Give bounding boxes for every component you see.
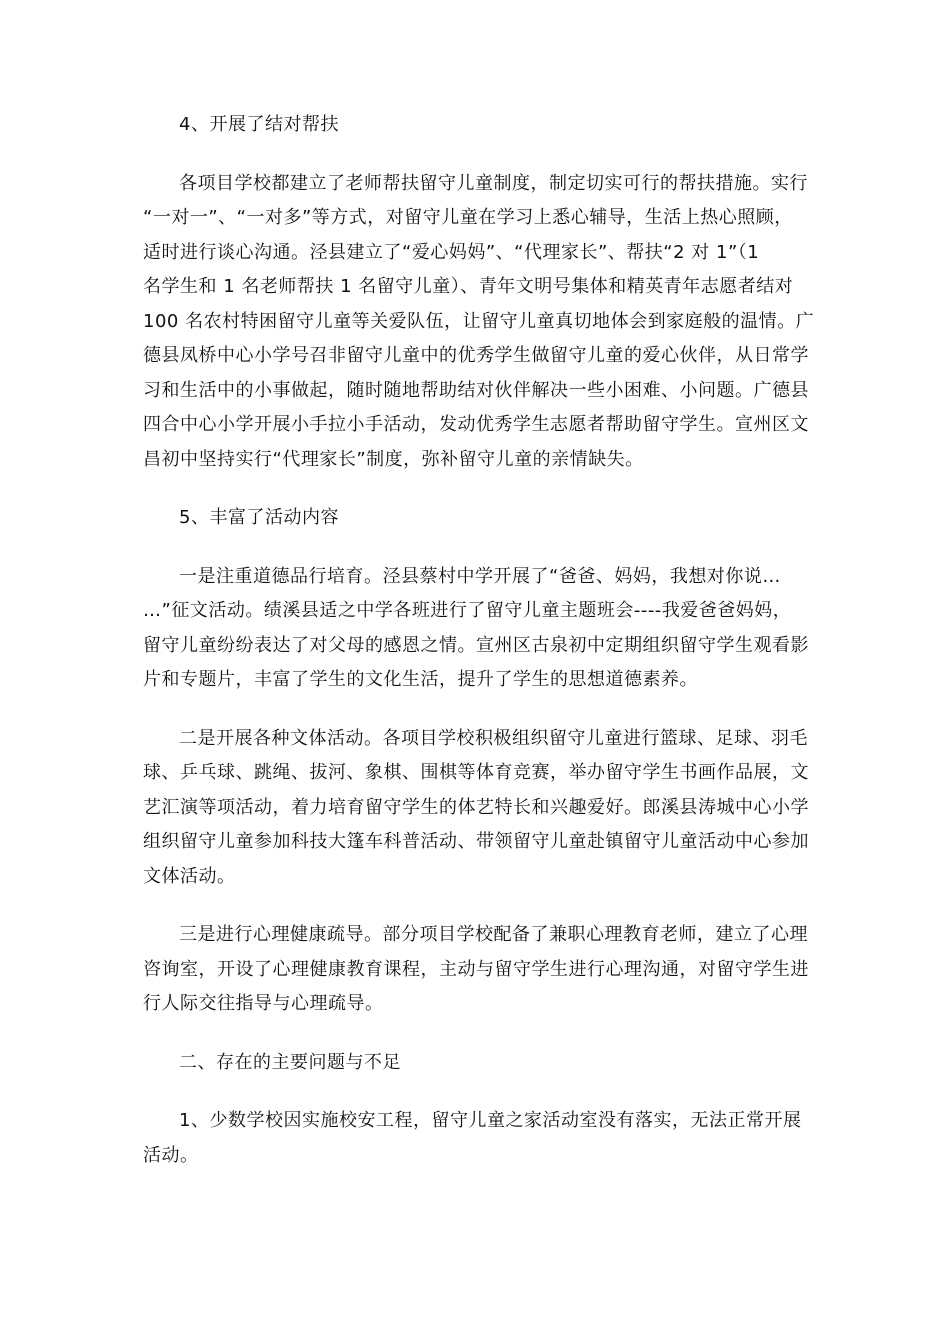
paragraph-line: 德县凤桥中心小学号召非留守儿童中的优秀学生做留守儿童的爱心伙伴，从日常学 <box>143 345 809 366</box>
paragraph-line: 活动。 <box>143 1144 199 1166</box>
paragraph-line: 组织留守儿童参加科技大篷车科普活动、带领留守儿童赴镇留守儿童活动中心参加 <box>143 831 809 852</box>
paragraph-line: 二是开展各种文体活动。各项目学校积极组织留守儿童进行篮球、足球、羽毛 <box>179 727 808 749</box>
paragraph-line: 100 名农村特困留守儿童等关爱队伍，让留守儿童真切地体会到家庭般的温情。广 <box>143 310 815 332</box>
paragraph-line: 咨询室，开设了心理健康教育课程，主动与留守学生进行心理沟通，对留守学生进 <box>143 958 809 980</box>
paragraph-line: 四合中心小学开展小手拉小手活动，发动优秀学生志愿者帮助留守学生。宣州区文 <box>143 414 809 435</box>
paragraph-line: 文体活动。 <box>143 865 236 887</box>
paragraph-line: 艺汇演等项活动，着力培育留守学生的体艺特长和兴趣爱好。郎溪县涛城中心小学 <box>143 796 809 818</box>
document-body <box>143 108 823 1173</box>
paragraph-line: 留守儿童纷纷表达了对父母的感恩之情。宣州区古泉初中定期组织留守学生观看影 <box>143 634 809 656</box>
paragraph-line: 片和专题片，丰富了学生的文化生活，提升了学生的思想道德素养。 <box>143 669 698 690</box>
paragraph <box>143 560 823 698</box>
section-heading: 4、开展了结对帮扶 <box>179 114 339 135</box>
section-heading: 5、丰富了活动内容 <box>179 507 339 528</box>
paragraph <box>143 1104 823 1173</box>
paragraph <box>143 167 823 478</box>
paragraph-line: …”征文活动。绩溪县适之中学各班进行了留守儿童主题班会----我爱爸爸妈妈， <box>143 600 792 621</box>
paragraph-line: 行人际交往指导与心理疏导。 <box>143 993 384 1014</box>
paragraph-line: 习和生活中的小事做起，随时随地帮助结对伙伴解决一些小困难、小问题。广德县 <box>143 379 809 401</box>
paragraph-line: 三是进行心理健康疏导。部分项目学校配备了兼职心理教育老师，建立了心理 <box>179 924 808 945</box>
section-heading: 二、存在的主要问题与不足 <box>179 1051 401 1073</box>
paragraph-line: 适时进行谈心沟通。泾县建立了“爱心妈妈”、“代理家长”、帮扶“2 对 1”（1 <box>143 241 760 263</box>
paragraph-line: 球、乒乓球、跳绳、拔河、象棋、围棋等体育竞赛，举办留守学生书画作品展，文 <box>143 762 809 783</box>
paragraph-line: 名学生和 1 名老师帮扶 1 名留守儿童）、青年文明号集体和精英青年志愿者结对 <box>143 276 794 297</box>
paragraph-line: 1、少数学校因实施校安工程，留守儿童之家活动室没有落实，无法正常开展 <box>179 1110 802 1131</box>
paragraph-line: 昌初中坚持实行“代理家长”制度，弥补留守儿童的亲情缺失。 <box>143 448 644 470</box>
paragraph <box>143 918 823 1022</box>
paragraph <box>143 722 823 895</box>
paragraph-line: 各项目学校都建立了老师帮扶留守儿童制度，制定切实可行的帮扶措施。实行 <box>179 172 808 194</box>
paragraph-line: “一对一”、“一对多”等方式，对留守儿童在学习上悉心辅导，生活上热心照顾， <box>143 207 793 228</box>
paragraph-line: 一是注重道德品行培育。泾县蔡村中学开展了“爸爸、妈妈，我想对你说… <box>179 565 781 587</box>
